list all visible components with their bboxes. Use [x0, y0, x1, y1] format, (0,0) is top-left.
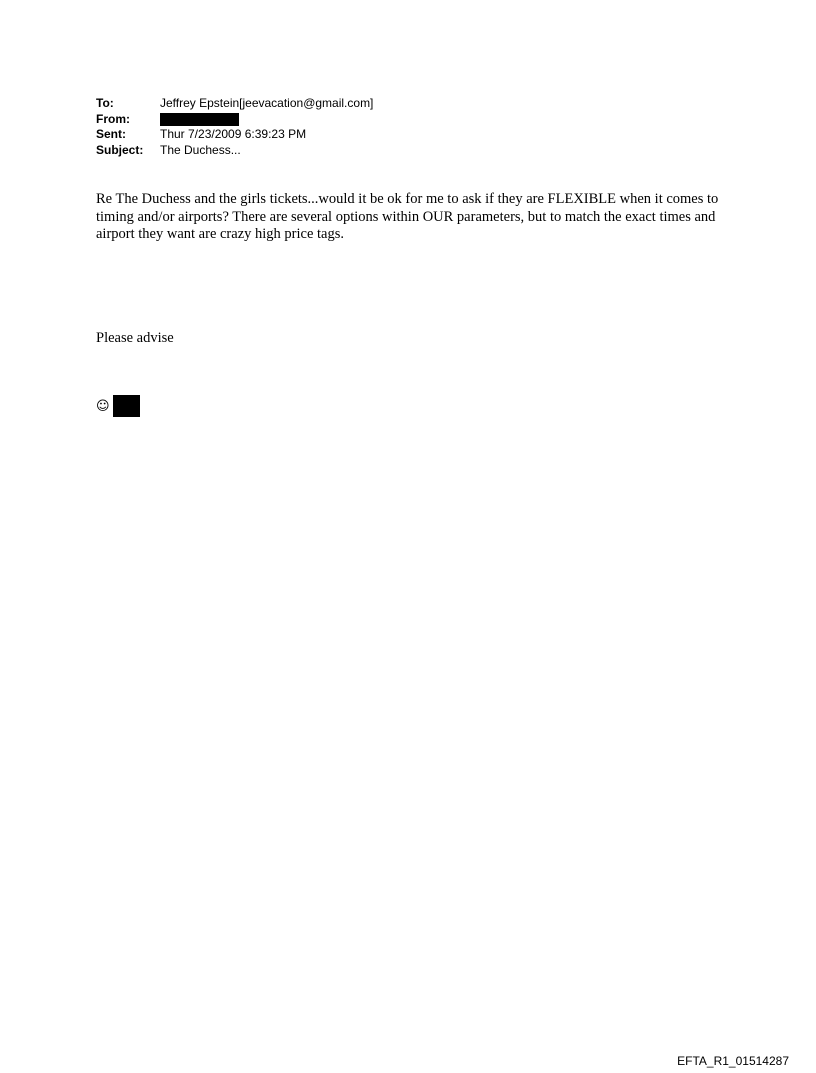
from-label: From:	[96, 111, 130, 126]
email-body	[96, 191, 726, 244]
to-value: Jeffrey Epstein[jeevacation@gmail.com]	[160, 96, 374, 110]
subject-value: The Duchess...	[160, 142, 241, 157]
document-id: EFTA_R1_01514287	[677, 1054, 789, 1068]
to-label: To:	[96, 96, 114, 110]
subject-row	[96, 143, 373, 159]
sent-value: Thur 7/23/2009 6:39:23 PM	[160, 127, 307, 141]
email-header	[96, 96, 373, 158]
closing-line: Please advise	[96, 330, 174, 346]
sent-row	[96, 127, 373, 143]
signature-redaction	[113, 395, 140, 417]
sent-label: Sent:	[96, 127, 126, 141]
to-row	[96, 96, 373, 112]
signature	[96, 395, 140, 417]
from-redaction	[160, 113, 239, 126]
body-paragraph: Re The Duchess and the girls tickets...would it be ok for me to ask if they are FLEXIBLE when it comes to timing and/or airports? There are several options within OUR parameters, but to match the exact times and airport they want are crazy high price tags.	[96, 191, 719, 242]
smiley-icon: ☺	[96, 398, 110, 414]
from-row	[96, 112, 373, 128]
subject-label: Subject:	[96, 142, 144, 157]
